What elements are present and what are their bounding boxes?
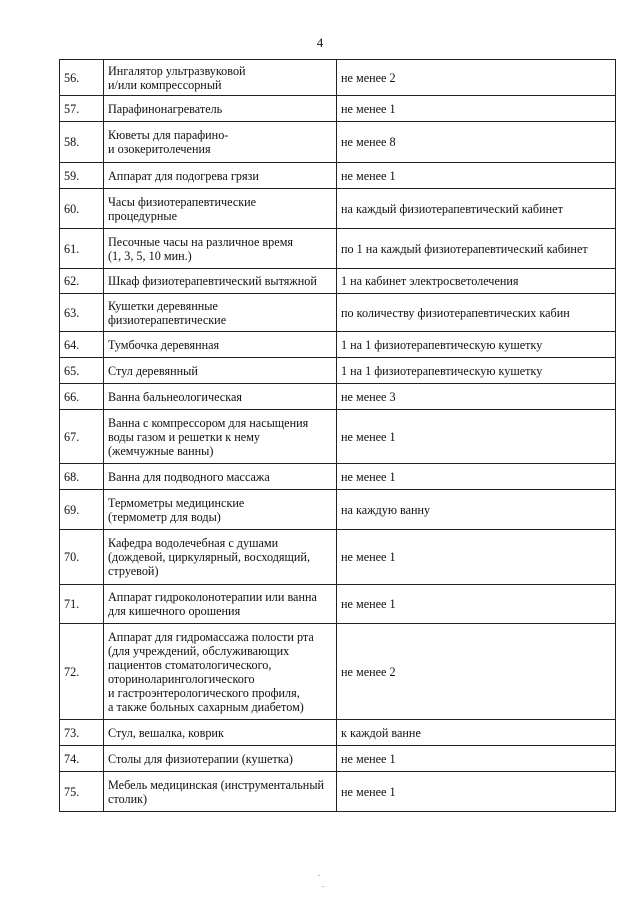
equipment-quantity: не менее 1 (337, 772, 616, 812)
equipment-quantity: по количеству физиотерапевтических кабин (337, 294, 616, 332)
equipment-name: Ванна с компрессором для насыщения воды газом и решетки к нему (жемчужные ванны) (104, 410, 337, 464)
equipment-quantity: не менее 2 (337, 60, 616, 96)
equipment-name: Часы физиотерапевтические процедурные (104, 189, 337, 229)
table-row (60, 269, 616, 294)
table-row (60, 96, 616, 122)
equipment-name: Термометры медицинские (термометр для воды) (104, 490, 337, 530)
table-row (60, 229, 616, 269)
equipment-name: Аппарат для подогрева грязи (104, 163, 337, 189)
equipment-name: Стул, вешалка, коврик (104, 720, 337, 746)
equipment-quantity: на каждый физиотерапевтический кабинет (337, 189, 616, 229)
equipment-name: Ванна для подводного массажа (104, 464, 337, 490)
row-number: 61. (60, 229, 104, 269)
equipment-quantity: не менее 1 (337, 163, 616, 189)
equipment-name: Мебель медицинская (инструментальный столик) (104, 772, 337, 812)
equipment-name: Аппарат гидроколонотерапии или ванна для кишечного орошения (104, 585, 337, 624)
row-number: 73. (60, 720, 104, 746)
row-number: 62. (60, 269, 104, 294)
equipment-quantity: не менее 1 (337, 585, 616, 624)
equipment-quantity: не менее 8 (337, 122, 616, 163)
row-number: 75. (60, 772, 104, 812)
equipment-table-body (60, 60, 616, 812)
equipment-name: Песочные часы на различное время (1, 3, 5, 10 мин.) (104, 229, 337, 269)
row-number: 59. (60, 163, 104, 189)
table-row (60, 720, 616, 746)
row-number: 74. (60, 746, 104, 772)
table-row (60, 490, 616, 530)
table-row (60, 163, 616, 189)
equipment-name: Парафинонагреватель (104, 96, 337, 122)
row-number: 63. (60, 294, 104, 332)
equipment-quantity: по 1 на каждый физиотерапевтический кабинет (337, 229, 616, 269)
table-row (60, 122, 616, 163)
row-number: 58. (60, 122, 104, 163)
equipment-name: Аппарат для гидромассажа полости рта (для учреждений, обслуживающих пациентов стоматологического, оториноларингологического и гастроэнтерологического профиля, а также больных сахарным диабетом) (104, 624, 337, 720)
equipment-name: Стул деревянный (104, 358, 337, 384)
equipment-quantity: не менее 1 (337, 530, 616, 585)
row-number: 72. (60, 624, 104, 720)
equipment-quantity: не менее 3 (337, 384, 616, 410)
equipment-name: Кафедра водолечебная с душами (дождевой, циркулярный, восходящий, струевой) (104, 530, 337, 585)
row-number: 57. (60, 96, 104, 122)
equipment-quantity: не менее 1 (337, 410, 616, 464)
table-row (60, 746, 616, 772)
table-row (60, 530, 616, 585)
table-row (60, 60, 616, 96)
equipment-quantity: 1 на 1 физиотерапевтическую кушетку (337, 358, 616, 384)
table-row (60, 464, 616, 490)
row-number: 66. (60, 384, 104, 410)
table-row (60, 624, 616, 720)
row-number: 68. (60, 464, 104, 490)
scan-speck (318, 875, 320, 876)
table-row (60, 332, 616, 358)
equipment-quantity: к каждой ванне (337, 720, 616, 746)
equipment-quantity: не менее 1 (337, 464, 616, 490)
row-number: 67. (60, 410, 104, 464)
equipment-name: Столы для физиотерапии (кушетка) (104, 746, 337, 772)
equipment-quantity: не менее 1 (337, 96, 616, 122)
equipment-quantity: 1 на кабинет электросветолечения (337, 269, 616, 294)
row-number: 71. (60, 585, 104, 624)
table-row (60, 772, 616, 812)
equipment-name: Тумбочка деревянная (104, 332, 337, 358)
table-row (60, 384, 616, 410)
table-row (60, 585, 616, 624)
row-number: 65. (60, 358, 104, 384)
equipment-name: Ванна бальнеологическая (104, 384, 337, 410)
table-row (60, 358, 616, 384)
table-row (60, 294, 616, 332)
equipment-name: Ингалятор ультразвуковой и/или компрессорный (104, 60, 337, 96)
equipment-table (59, 59, 616, 812)
row-number: 64. (60, 332, 104, 358)
equipment-quantity: на каждую ванну (337, 490, 616, 530)
row-number: 60. (60, 189, 104, 229)
scan-speck (322, 886, 324, 887)
equipment-quantity: не менее 1 (337, 746, 616, 772)
page-number: 4 (316, 35, 324, 50)
equipment-quantity: 1 на 1 физиотерапевтическую кушетку (337, 332, 616, 358)
table-row (60, 410, 616, 464)
row-number: 70. (60, 530, 104, 585)
equipment-name: Кушетки деревянные физиотерапевтические (104, 294, 337, 332)
equipment-quantity: не менее 2 (337, 624, 616, 720)
row-number: 69. (60, 490, 104, 530)
table-row (60, 189, 616, 229)
equipment-name: Кюветы для парафино- и озокеритолечения (104, 122, 337, 163)
equipment-name: Шкаф физиотерапевтический вытяжной (104, 269, 337, 294)
row-number: 56. (60, 60, 104, 96)
